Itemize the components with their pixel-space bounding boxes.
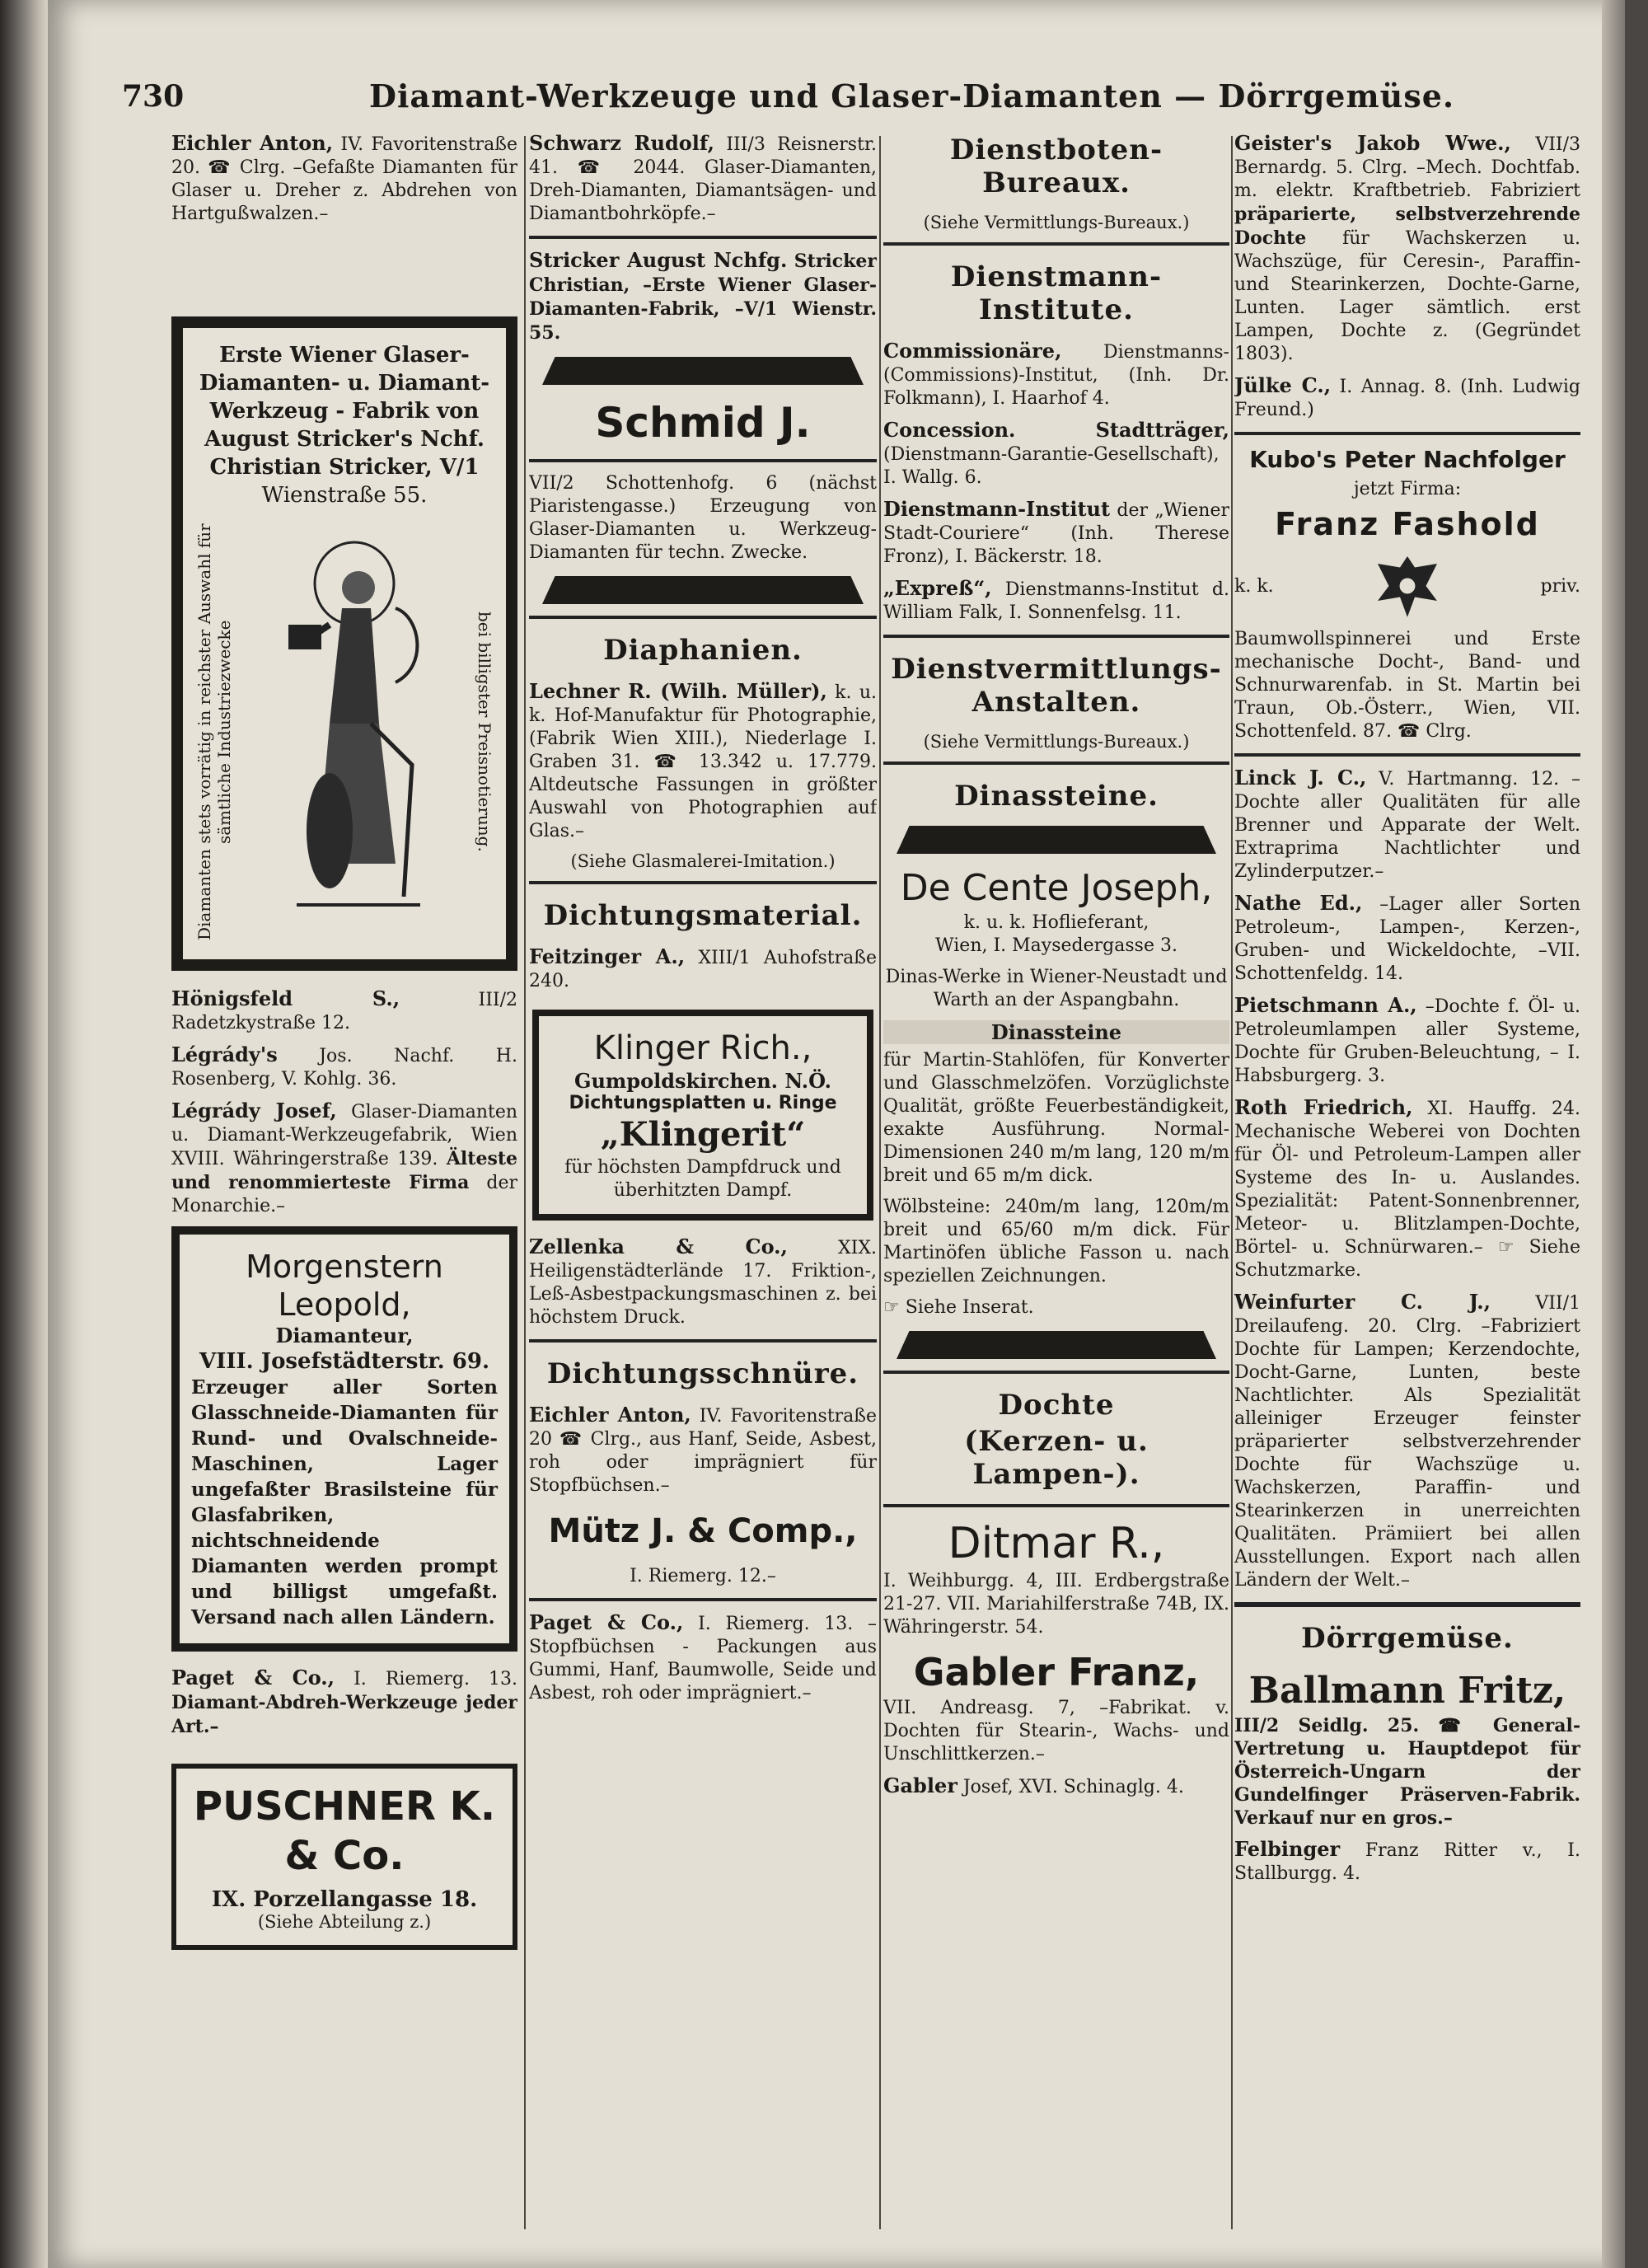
ad-ballmann-title: Ballmann Fritz, xyxy=(1248,1670,1566,1712)
entry: „Expreß“, Dienstmanns-Institut d. William Falk, I. Sonnenfelsg. 11. xyxy=(883,576,1229,623)
entry: Légrády Josef, Glaser-Diamanten u. Diamant-Werkzeugefabrik, Wien XVIII. Währingerstraße 139. Älteste und renommierteste Firma der Monarchie.– xyxy=(171,1099,517,1216)
column-rule xyxy=(1231,136,1233,2229)
divider-bar xyxy=(897,1331,1216,1359)
section-heading: Dinassteine. xyxy=(954,780,1159,813)
entry: Roth Friedrich, XI. Hauffg. 24. Mechanische Weberei von Dochten für Öl- und Petroleum-Lampen aller Systeme des In- u. Auslandes. Spezialität: Patent-Sonnenbrenner, Meteor- u. Blitzlampen-Dochte, Börtel- u. Schnürwaren.– ☞ Siehe Schutzmarke. xyxy=(1234,1095,1580,1281)
ad-gabler-title: Gabler Franz, xyxy=(913,1650,1200,1694)
divider xyxy=(1234,432,1580,435)
divider xyxy=(883,761,1229,765)
cross-reference: (Siehe Glasmalerei-Imitation.) xyxy=(570,851,836,871)
see-insert-reference: ☞ Siehe Inserat. xyxy=(883,1297,1034,1318)
entry: Schwarz Rudolf, III/3 Reisnerstr. 41. ☎ 2044. Glaser-Diamanten, Dreh-Diamanten, Diamantsägen- und Diamantbohrköpfe.– xyxy=(529,132,877,224)
ad-muetz-text: I. Riemerg. 12.– xyxy=(630,1566,776,1586)
entry: Paget & Co., I. Riemerg. 13. –Stopfbüchsen - Packungen aus Gummi, Hanf, Baumwolle, Seide und Asbest, roh oder imprägniert.– xyxy=(529,1610,877,1703)
divider xyxy=(883,1504,1229,1507)
divider xyxy=(1234,1602,1580,1607)
entry: Paget & Co., I. Riemerg. 13. Diamant-Abdreh-Werkzeuge jeder Art.– xyxy=(171,1666,517,1737)
divider xyxy=(883,242,1229,246)
vertical-text-left: Diamanten stets vorrätig in reichster Auswahl für sämtliche Industriezwecke xyxy=(194,523,234,940)
entry: Jülke C., I. Annag. 8. (Inh. Ludwig Freund.) xyxy=(1234,373,1580,420)
entry: Concession. Stadtträger, (Dienstmann-Garantie-Gesellschaft), I. Wallg. 6. xyxy=(883,418,1229,488)
section-heading: Dienstvermittlungs-Anstalten. xyxy=(891,653,1222,719)
entry: Eichler Anton, IV. Favoritenstraße 20. ☎ Clrg. –Gefaßte Diamanten für Glaser u. Dreher z. Abdrehen von Hartgußwalzen.– xyxy=(171,132,517,224)
ad-illustration xyxy=(194,518,494,946)
section-heading: Dienstboten-Bureaux. xyxy=(949,134,1163,199)
ad-title: Morgenstern Leopold, xyxy=(246,1249,443,1323)
divider xyxy=(529,236,877,239)
divider xyxy=(529,881,877,884)
page-header xyxy=(122,74,1490,124)
cross-reference: (Siehe Vermittlungs-Bureaux.) xyxy=(923,732,1190,752)
entry: Dienstmann-Institut der „Wiener Stadt-Couriere“ (Inh. Therese Fronz), I. Bäckerstr. 18. xyxy=(883,497,1229,567)
cross-reference: (Siehe Vermittlungs-Bureaux.) xyxy=(923,213,1190,232)
divider xyxy=(883,635,1229,638)
entry: Linck J. C., V. Hartmanng. 12. –Dochte aller Qualitäten für alle Brenner und Apparate der Welt. Extraprima Nachtlichter und Zylinderputzer.– xyxy=(1234,766,1580,882)
column-2 xyxy=(529,132,877,2242)
ad-muetz-title: Mütz J. & Comp., xyxy=(548,1512,858,1550)
ad-puschner: PUSCHNER K. & Co. IX. Porzellangasse 18. (Siehe Abteilung z.) xyxy=(171,1764,517,1950)
section-heading: Dichtungsmaterial. xyxy=(543,899,863,932)
divider xyxy=(883,1371,1229,1374)
divider xyxy=(529,1598,877,1601)
divider xyxy=(529,459,877,462)
column-rule xyxy=(879,136,881,2229)
entry: Nathe Ed., –Lager aller Sorten Petroleum-, Lampen-, Kerzen-, Gruben- und Wickeldochte, –VII. Schottenfeldg. 14. xyxy=(1234,891,1580,984)
figure-illustration xyxy=(241,518,468,946)
divider xyxy=(529,1339,877,1343)
column-4: Geister's Jakob Wwe., VII/3 Bernardg. 5. Clrg. –Mech. Dochtfab. m. elektr. Kraftbetrieb. Fabriziert präparierte, selbstverzehrende Dochte für Wachskerzen u. Wachszüge, für Ceresin-, Paraffin- und Stearinkerzen, Dochte-Garne, Lunten. Lager sämtlich. erst Lampen, Dochte z. (Gegründet 1803). Jülke C., I. Annag. 8. (Inh. Ludwig Freund.) Kubo's Peter Nachfolger jetzt Firma: Franz Fashold k. k. priv. Baumwollspinnerei und Erste mechanische Docht-, Band- und Schnurwarenfab. in St. Martin bei Traun, Ob.-Österr., Wien, VII. Schottenfeld. 87. ☎ Clrg. Linck J. C., V. Hartmanng. 12. –Dochte aller Qualitäten für alle Brenner und Apparate der Welt. Extraprima Nachtlichter und Zylinderputzer.– Nathe Ed., –Lager aller Sorten Petroleum-, Lampen-, Kerzen-, Gruben- und Wickeldochte, –VII. Schottenfeldg. 14. Pietschmann A., –Dochte f. Öl- u. Petroleumlampen aller Systeme, Dochte für Gruben-Beleuchtung, – I. Habsburgerg. 3. Roth Friedrich, XI. Hauffg. 24. Mechanische Weberei von Dochten für Öl- und Petroleum-Lampen aller Systeme des In- u. Auslandes. Spezialität: Patent-Sonnenbrenner, Meteor- u. Blitzlampen-Dochte, Börtel- u. Schnürwaren.– ☞ Siehe Schutzmarke. Weinfurter C. J., VII/1 Dreilaufeng. 20. Clrg. –Fabriziert Dochte für Lampen; Kerzendochte, Docht-Garne, Lunten, beste Nachtlichter. Als Spezialität alleiniger Erzeuger feinster präparierter selbstverzehrender Dochte für Wachszüge u. Wachskerzen, Paraffin- und Stearinkerzen in unerreichten Qualitäten. Prämiiert bei allen Ausstellungen. Export nach allen Ländern der Welt.– Dörrgemüse. Ballmann Fritz, III/2 Seidlg. 25. ☎ General-Vertretung u. Hauptdepot für Österreich-Ungarn der Gundelfinger Präserven-Fabrik. Verkauf nur en gros.– Felbinger Franz Ritter v., I. Stallburgg. 4. xyxy=(1234,132,1580,1884)
entry: Weinfurter C. J., VII/1 Dreilaufeng. 20. Clrg. –Fabriziert Dochte für Lampen; Kerzendochte, Docht-Garne, Lunten, beste Nachtlichter. Als Spezialität alleiniger Erzeuger feinster präparierter selbstverzehrender Dochte für Wachszüge u. Wachskerzen, Paraffin- und Stearinkerzen in unerreichten Qualitäten. Prämiiert bei allen Ausstellungen. Export nach allen Ländern der Welt.– xyxy=(1234,1290,1580,1591)
column-rule xyxy=(524,136,526,2229)
ad-morgenstern: Morgenstern Leopold, Diamanteur, VIII. Josefstädterstr. 69. Erzeuger aller Sorten Glasschneide-Diamanten für Rund- und Ovalschneide-Maschinen, Lager ungefaßter Brasilsteine für Glasfabriken, nichtschneidende Diamanten werden prompt und billigst umgefaßt. Versand nach allen Ländern. xyxy=(171,1226,517,1652)
column-1 xyxy=(171,132,517,2242)
entry: Gabler Josef, XVI. Schinaglg. 4. xyxy=(883,1774,1184,1797)
column-3: Dienstboten-Bureaux. (Siehe Vermittlungs-Bureaux.) Dienstmann-Institute. Commissionäre, Dienstmanns-(Commissions)-Institut, (Inh. Dr. Folkmann), I. Haarhof 4. Concession. Stadtträger, (Dienstmann-Garantie-Gesellschaft), I. Wallg. 6. Dienstmann-Institut der „Wiener Stadt-Couriere“ (Inh. Therese Fronz), I. Bäckerstr. 18. „Expreß“, Dienstmanns-Institut d. William Falk, I. Sonnenfelsg. 11. Dienstvermittlungs-Anstalten. (Siehe Vermittlungs-Bureaux.) Dinassteine. De Cente Joseph, k. u. k. Hoflieferant, Wien, I. Maysedergasse 3. Dinas-Werke in Wiener-Neustadt und Warth an der Aspangbahn. Dinassteine für Martin-Stahlöfen, für Konverter und Glasschmelzöfen. Vorzüglichste Qualität, größte Feuerbeständigkeit, exakte Ausführung. Normal-Dimensionen 240 m/m lang, 120 m/m breit und 65 m/m dick. Wölbsteine: 240m/m lang, 120m/m breit und 65/60 m/m dick. Für Martinöfen übliche Fasson u. nach speziellen Zeichnungen. ☞ Siehe Inserat. Dochte (Kerzen- u. Lampen-). Ditmar R., I. Weihburgg. 4, III. Erdbergstraße 21-27. VII. Mariahilferstraße 74B, IX. Währingerstr. 54. Gabler Franz, VII. Andreasg. 7, –Fabrikat. v. Dochten für Stearin-, Wachs- und Unschlittkerzen.– Gabler Josef, XVI. Schinaglg. 4. xyxy=(883,134,1229,1797)
ad-ditmar-title: Ditmar R., xyxy=(948,1519,1165,1568)
divider-bar xyxy=(897,826,1216,854)
entry: Felbinger Franz Ritter v., I. Stallburgg. 4. xyxy=(1234,1837,1580,1884)
divider-bar xyxy=(542,357,864,385)
entry: Pietschmann A., –Dochte f. Öl- u. Petroleumlampen aller Systeme, Dochte für Gruben-Beleuchtung, – I. Habsburgerg. 3. xyxy=(1234,993,1580,1086)
section-heading: Dörrgemüse. xyxy=(1301,1622,1514,1655)
book-spine xyxy=(0,0,48,2268)
entry: Geister's Jakob Wwe., VII/3 Bernardg. 5. Clrg. –Mech. Dochtfab. m. elektr. Kraftbetrieb. Fabriziert präparierte, selbstverzehrende Dochte für Wachskerzen u. Wachszüge, für Ceresin-, Paraffin- und Stearinkerzen, Dochte-Garne, Lunten. Lager sämtlich. erst Lampen, Dochte z. (Gegründet 1803). xyxy=(1234,132,1580,364)
running-head: Diamant-Werkzeuge und Glaser-Diamanten — Dörrgemüse. xyxy=(369,77,1455,115)
divider xyxy=(529,616,877,619)
page-edge xyxy=(1602,0,1625,2268)
ad-klinger: Klinger Rich., Gumpoldskirchen. N.Ö. Dichtungsplatten u. Ringe „Klingerit“ für höchsten Dampfdruck und überhitzten Dampf. xyxy=(532,1010,873,1221)
entry: Lechner R. (Wilh. Müller), k. u. k. Hof-Manufaktur für Photographie, (Fabrik Wien XIII.), Niederlage I. Graben 31. ☎ 13.342 u. 17.779. Altdeutsche Fassungen in größter Auswahl von Photographien auf Glas.– xyxy=(529,679,877,841)
entry: Stricker August Nchfg. Stricker Christian, –Erste Wiener Glaser-Diamanten-Fabrik, –V/1 Wienstr. 55. xyxy=(529,248,877,344)
section-subheading: (Kerzen- u. Lampen-). xyxy=(964,1425,1149,1491)
divider xyxy=(1234,753,1580,757)
double-eagle-crest-icon xyxy=(1370,549,1444,623)
page-number: 730 xyxy=(122,79,185,114)
ad-schmid-text: VII/2 Schottenhofg. 6 (nächst Piaristengasse.) Erzeugung von Glaser-Diamanten u. Werkzeug-Diamanten für techn. Zwecke. xyxy=(529,473,877,563)
ad-lines: Erste Wiener Glaser- Diamanten- u. Diamant- Werkzeug - Fabrik von August Stricker's Nchf. Christian Stricker, V/1 Wienstraße 55. xyxy=(199,343,490,508)
ad-stricker xyxy=(171,316,517,971)
section-heading: Diaphanien. xyxy=(603,634,803,667)
ad-decente-title: De Cente Joseph, xyxy=(900,867,1213,909)
entry: Légrády's Jos. Nachf. H. Rosenberg, V. Kohlg. 36. xyxy=(171,1043,517,1089)
entry: Eichler Anton, IV. Favoritenstraße 20 ☎ Clrg., aus Hanf, Seide, Asbest, roh oder imprägniert für Stopfbüchsen.– xyxy=(529,1403,877,1496)
section-heading: Dichtungsschnüre. xyxy=(546,1357,859,1390)
woman-figure-icon xyxy=(241,518,468,946)
entry: Commissionäre, Dienstmanns-(Commissions)-Institut, (Inh. Dr. Folkmann), I. Haarhof 4. xyxy=(883,339,1229,409)
vertical-text-right: bei billigster Preisnotierung. xyxy=(475,612,494,852)
entry: Feitzinger A., XIII/1 Auhofstraße 240. xyxy=(529,944,877,991)
crest-row: k. k. priv. xyxy=(1234,549,1580,623)
section-heading: Dochte xyxy=(998,1389,1115,1422)
entry: Zellenka & Co., XIX. Heiligenstädterlände 17. Friktion-, Leß-Asbestpackungsmaschinen z. bei höchstem Druck. xyxy=(529,1235,877,1328)
section-heading: Dienstmann-Institute. xyxy=(950,260,1163,326)
entry: Hönigsfeld S., III/2 Radetzkystraße 12. xyxy=(171,986,517,1033)
ad-schmid-title: Schmid J. xyxy=(595,399,811,447)
divider-bar xyxy=(542,576,864,604)
